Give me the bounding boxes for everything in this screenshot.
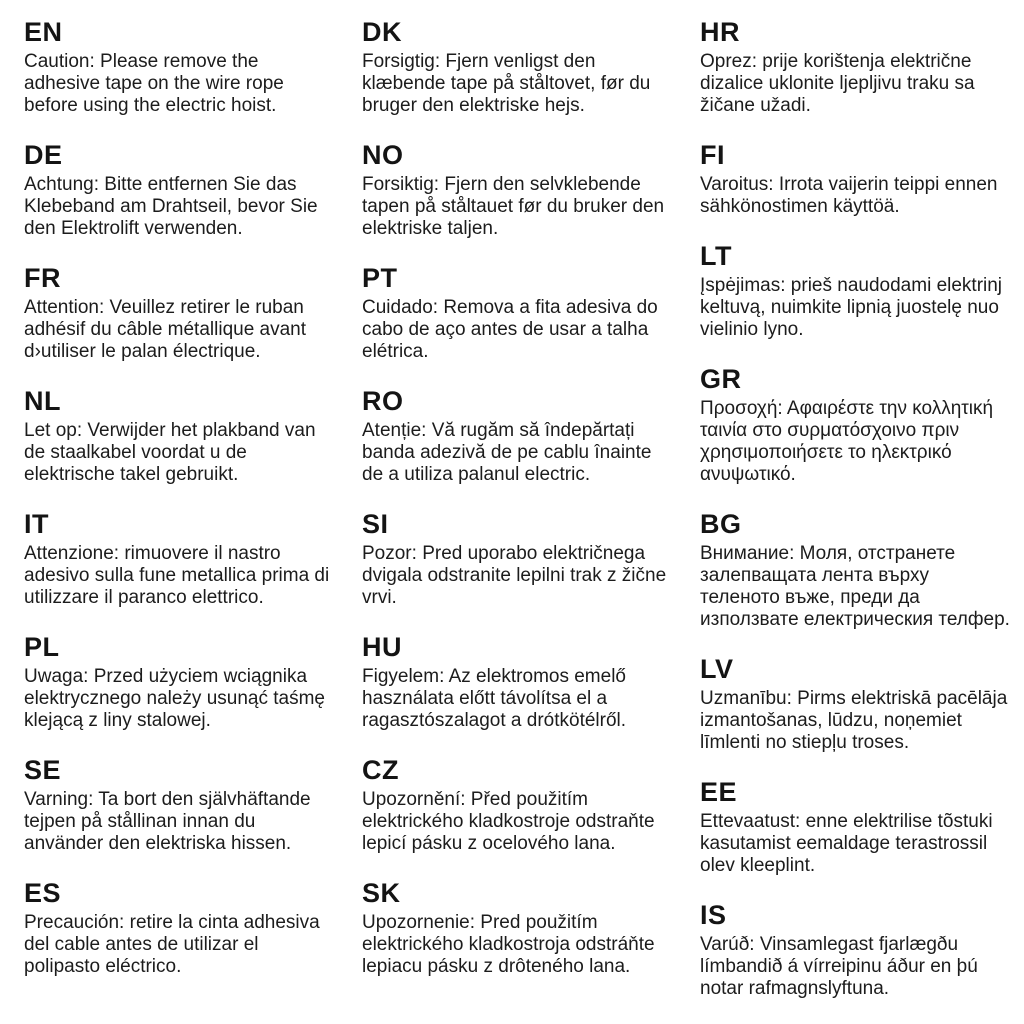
caution-text: Įspėjimas: prieš naudodami elektrinj keltuvą, nuimkite lipnią juostelę nuo vielinio lyno. <box>700 275 1003 340</box>
language-code-heading: SI <box>362 509 389 539</box>
language-entry <box>24 508 336 609</box>
caution-text: Atenție: Vă rugăm să îndepărtați banda adezivă de pe cablu înainte de a utiliza palanul electric. <box>362 420 652 485</box>
language-code-heading: PL <box>24 632 60 662</box>
language-entry <box>362 508 674 609</box>
caution-text: Cuidado: Remova a fita adesiva do cabo de aço antes de usar a talha elétrica. <box>362 297 658 362</box>
language-entry <box>700 508 1012 631</box>
caution-text: Attention: Veuillez retirer le ruban adhésif du câble métallique avant d›utiliser le palan électrique. <box>24 297 307 362</box>
language-entry <box>24 754 336 855</box>
language-code-heading: DE <box>24 140 63 170</box>
language-entry <box>362 385 674 486</box>
language-code-heading: IT <box>24 509 49 539</box>
language-code-heading: GR <box>700 364 742 394</box>
column-middle <box>362 16 674 1024</box>
language-entry <box>700 240 1012 341</box>
language-entry <box>24 877 336 978</box>
language-code-heading: EN <box>24 17 63 47</box>
language-entry <box>24 385 336 486</box>
caution-text: Precaución: retire la cinta adhesiva del cable antes de utilizar el polipasto eléctrico. <box>24 912 320 977</box>
caution-text: Varning: Ta bort den självhäftande tejpen på stållinan innan du använder den elektriska hissen. <box>24 789 311 854</box>
language-code-heading: FR <box>24 263 61 293</box>
language-entry <box>362 877 674 978</box>
column-left <box>24 16 336 1024</box>
language-entry <box>700 653 1012 754</box>
language-entry <box>24 16 336 117</box>
language-code-heading: CZ <box>362 755 399 785</box>
language-entry <box>24 139 336 240</box>
language-entry <box>700 899 1012 1000</box>
language-code-heading: HR <box>700 17 740 47</box>
language-entry <box>700 139 1012 218</box>
caution-text: Achtung: Bitte entfernen Sie das Klebeband am Drahtseil, bevor Sie den Elektrolift verwenden. <box>24 174 318 239</box>
language-code-heading: SK <box>362 878 401 908</box>
caution-text: Attenzione: rimuovere il nastro adesivo sulla fune metallica prima di utilizzare il paranco elettrico. <box>24 543 330 608</box>
language-code-heading: RO <box>362 386 404 416</box>
language-entry <box>362 16 674 117</box>
language-code-heading: NL <box>24 386 61 416</box>
caution-text: Ettevaatust: enne elektrilise tõstuki kasutamist eemaldage terastrossil olev kleeplint. <box>700 811 993 876</box>
language-code-heading: IS <box>700 900 727 930</box>
language-code-heading: HU <box>362 632 402 662</box>
language-code-heading: SE <box>24 755 62 785</box>
language-entry <box>362 754 674 855</box>
language-entry <box>24 631 336 732</box>
caution-text: Προσοχή: Αφαιρέστε την κολλητική ταινία στο συρματόσχοινο πριν χρησιμοποιήσετε το ηλεκτρικό ανυψωτικό. <box>700 398 994 485</box>
language-code-heading: DK <box>362 17 402 47</box>
caution-text: Forsigtig: Fjern venligst den klæbende tape på ståltovet, før du bruger den elektriske hejs. <box>362 51 651 116</box>
caution-text: Varúð: Vinsamlegast fjarlægðu límbandið á vírreipinu áður en þú notar rafmagnslyftuna. <box>700 934 978 999</box>
language-code-heading: EE <box>700 777 738 807</box>
caution-text: Pozor: Pred uporabo električnega dvigala odstranite lepilni trak z žične vrvi. <box>362 543 667 608</box>
caution-text: Figyelem: Az elektromos emelő használata előtt távolítsa el a ragasztószalagot a drótkötélről. <box>362 666 627 731</box>
caution-text: Upozornění: Před použitím elektrického kladkostroje odstraňte lepicí pásku z ocelového lana. <box>362 789 655 854</box>
caution-text: Uzmanību: Pirms elektriskā pacēlāja izmantošanas, lūdzu, noņemiet līmlenti no stiepļu troses. <box>700 688 1008 753</box>
caution-text: Forsiktig: Fjern den selvklebende tapen på ståltauet før du bruker den elektriske taljen. <box>362 174 665 239</box>
language-entry <box>362 631 674 732</box>
language-entry <box>362 139 674 240</box>
language-code-heading: BG <box>700 509 742 539</box>
language-code-heading: LT <box>700 241 732 271</box>
language-code-heading: PT <box>362 263 398 293</box>
caution-text: Let op: Verwijder het plakband van de staalkabel voordat u de elektrische takel gebruikt. <box>24 420 316 485</box>
caution-text: Upozornenie: Pred použitím elektrického kladkostroja odstráňte lepiacu pásku z drôteného lana. <box>362 912 655 977</box>
caution-text: Caution: Please remove the adhesive tape on the wire rope before using the electric hoist. <box>24 51 284 116</box>
column-right <box>700 16 1012 1024</box>
language-entry <box>700 776 1012 877</box>
language-entry <box>24 262 336 363</box>
caution-text: Uwaga: Przed użyciem wciągnika elektrycznego należy usunąć taśmę klejącą z liny stalowej. <box>24 666 325 731</box>
caution-text: Oprez: prije korištenja električne dizalice uklonite ljepljivu traku sa žičane užadi. <box>700 51 975 116</box>
language-code-heading: LV <box>700 654 734 684</box>
language-entry <box>700 363 1012 486</box>
language-entry <box>362 262 674 363</box>
caution-text: Внимание: Моля, отстранете залепващата лента върху теленото въже, преди да използвате електрическия телфер. <box>700 543 1010 630</box>
caution-text: Varoitus: Irrota vaijerin teippi ennen sähkönostimen käyttöä. <box>700 174 998 217</box>
language-code-heading: FI <box>700 140 725 170</box>
language-code-heading: ES <box>24 878 62 908</box>
language-entry <box>700 16 1012 117</box>
language-code-heading: NO <box>362 140 404 170</box>
